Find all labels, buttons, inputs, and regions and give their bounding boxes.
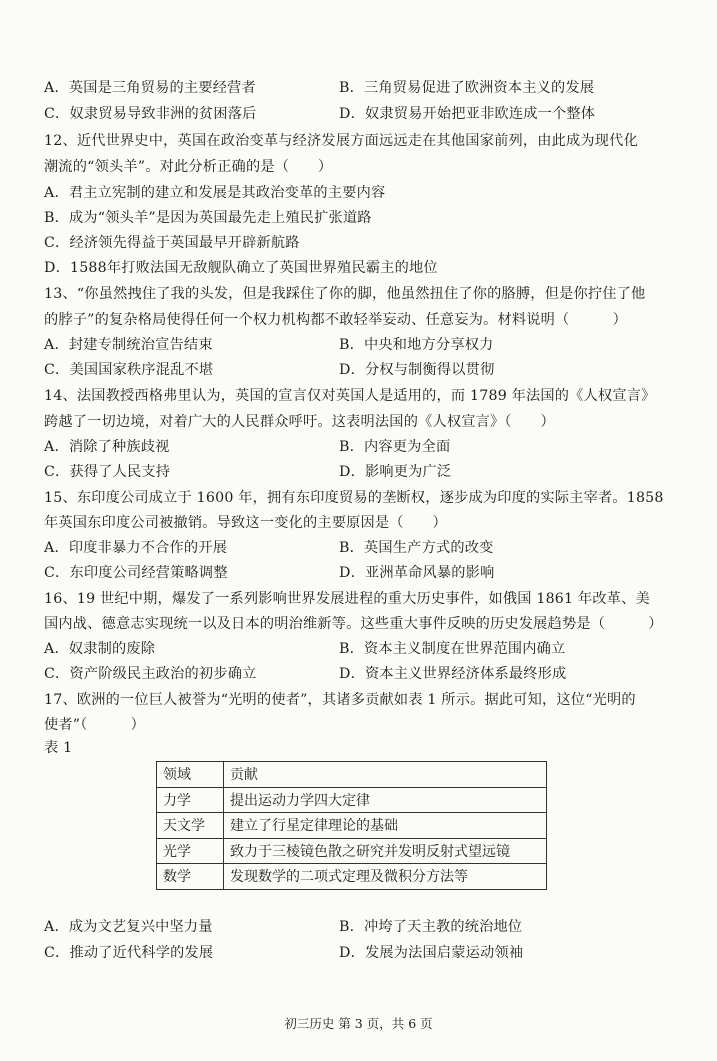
q16-option-b: B．资本主义制度在世界范围内确立 (339, 641, 566, 657)
q17-table-caption: 表 1 (44, 740, 73, 756)
table-header-row (157, 762, 547, 788)
q13-options-row1 (44, 335, 677, 355)
q14-option-a: A．消除了种族歧视 (44, 439, 170, 455)
contribution-table (156, 761, 547, 890)
page-footer: 初三历史 第 3 页，共 6 页 (284, 1016, 433, 1031)
q11-options-row2 (44, 104, 677, 124)
q13-stem-line2: 的脖子”的复杂格局使得任何一个权力机构都不敢轻举妄动、任意妄为。材料说明（ ） (44, 312, 627, 328)
q13-option-c: C．美国国家秩序混乱不堪 (44, 362, 214, 378)
q13-option-a: A．封建专制统治宣告结束 (44, 337, 213, 353)
q17-stem-line1: 17、欧洲的一位巨人被誉为“光明的使者”，其诸多贡献如表 1 所示。据此可知，这位“光明的 (44, 692, 636, 708)
q17-stem-line2: 使者”（ ） (44, 717, 146, 733)
q11-option-b: B．三角贸易促进了欧洲资本主义的发展 (339, 80, 595, 96)
q12-option-a: A．君主立宪制的建立和发展是其政治变革的主要内容 (44, 185, 386, 201)
q12-stem-line2: 潮流的“领头羊”。对此分析正确的是（ ） (44, 159, 333, 175)
q15-stem-line2: 年英国东印度公司被撤销。导致这一变化的主要原因是（ ） (44, 515, 447, 531)
q16-stem-line1: 16、19 世纪中期，爆发了一系列影响世界发展进程的重大历史事件，如俄国 1861 年改革、美 (44, 591, 650, 607)
q11-option-d: D．奴隶贸易开始把亚非欧连成一个整体 (339, 106, 596, 122)
q13-stem-line1: 13、“你虽然拽住了我的头发，但是我踩住了你的脚，他虽然扭住了你的胳膊，但是你拧住了他 (44, 286, 646, 302)
table-cell-contribution: 建立了行星定律理论的基础 (224, 813, 547, 839)
q17-option-d: D．发展为法国启蒙运动领袖 (339, 945, 524, 961)
table-row (157, 813, 547, 839)
q16-option-d: D．资本主义世界经济体系最终形成 (339, 666, 567, 682)
q14-option-d: D．影响更为广泛 (339, 464, 452, 480)
q15-options-row2 (44, 563, 677, 583)
q17-option-b: B．冲垮了天主教的统治地位 (339, 919, 523, 935)
table-row (157, 787, 547, 813)
q16-options-row2 (44, 664, 677, 684)
q14-stem-line1: 14、法国教授西格弗里认为，英国的宣言仅对英国人是适用的，而 1789 年法国的《人权宣言》 (44, 388, 656, 404)
q16-stem-line2: 国内战、德意志实现统一以及日本的明治维新等。这些重大事件反映的历史发展趋势是（ ） (44, 616, 663, 632)
table-row (157, 864, 547, 890)
q12-option-d: D．1588年打败法国无敌舰队确立了英国世界殖民霸主的地位 (44, 260, 438, 276)
q11-option-a: A．英国是三角贸易的主要经营者 (44, 80, 256, 96)
q15-stem-line1: 15、东印度公司成立于 1600 年，拥有东印度贸易的垄断权，逐步成为印度的实际主宰者。1858 (44, 490, 664, 506)
table-cell-contribution: 致力于三棱镜色散之研究并发明反射式望远镜 (224, 838, 547, 864)
table-header-cell: 领域 (157, 762, 224, 788)
q12-stem-line1: 12、近代世界史中，英国在政治变革与经济发展方面远远走在其他国家前列，由此成为现代化 (44, 133, 638, 149)
q15-option-b: B．英国生产方式的改变 (339, 540, 494, 556)
q15-option-c: C．东印度公司经营策略调整 (44, 565, 228, 581)
table-header-cell: 贡献 (224, 762, 547, 788)
q14-option-b: B．内容更为全面 (339, 439, 451, 455)
q14-options-row2 (44, 462, 677, 482)
q12-option-c: C．经济领先得益于英国最早开辟新航路 (44, 235, 300, 251)
q12-option-b: B．成为“领头羊”是因为英国最先走上殖民扩张道路 (44, 210, 372, 226)
table-row (157, 838, 547, 864)
q14-options-row1 (44, 437, 677, 457)
q15-option-a: A．印度非暴力不合作的开展 (44, 540, 228, 556)
q11-option-c: C．奴隶贸易导致非洲的贫困落后 (44, 106, 257, 122)
q17-option-a: A．成为文艺复兴中坚力量 (44, 919, 213, 935)
q14-option-c: C．获得了人民支持 (44, 464, 171, 480)
table-cell-contribution: 发现数学的二项式定理及微积分方法等 (224, 864, 547, 890)
q11-options-row1 (44, 78, 677, 98)
q16-options-row1 (44, 639, 677, 659)
table-cell-field: 光学 (157, 838, 224, 864)
table-cell-field: 天文学 (157, 813, 224, 839)
table-cell-field: 力学 (157, 787, 224, 813)
q13-options-row2 (44, 360, 677, 380)
q13-option-b: B．中央和地方分享权力 (339, 337, 494, 353)
q14-stem-line2: 跨越了一切边境，对着广大的人民群众呼吁。这表明法国的《人权宣言》（ ） (44, 414, 555, 430)
q16-option-a: A．奴隶制的废除 (44, 641, 156, 657)
table-cell-field: 数学 (157, 864, 224, 890)
q17-option-c: C．推动了近代科学的发展 (44, 945, 214, 961)
q17-options-row1 (44, 917, 677, 937)
q16-option-c: C．资产阶级民主政治的初步确立 (44, 666, 257, 682)
q15-options-row1 (44, 538, 677, 558)
q17-options-row2 (44, 943, 677, 963)
q13-option-d: D．分权与制衡得以贯彻 (339, 362, 495, 378)
q15-option-d: D．亚洲革命风暴的影响 (339, 565, 495, 581)
table-cell-contribution: 提出运动力学四大定律 (224, 787, 547, 813)
